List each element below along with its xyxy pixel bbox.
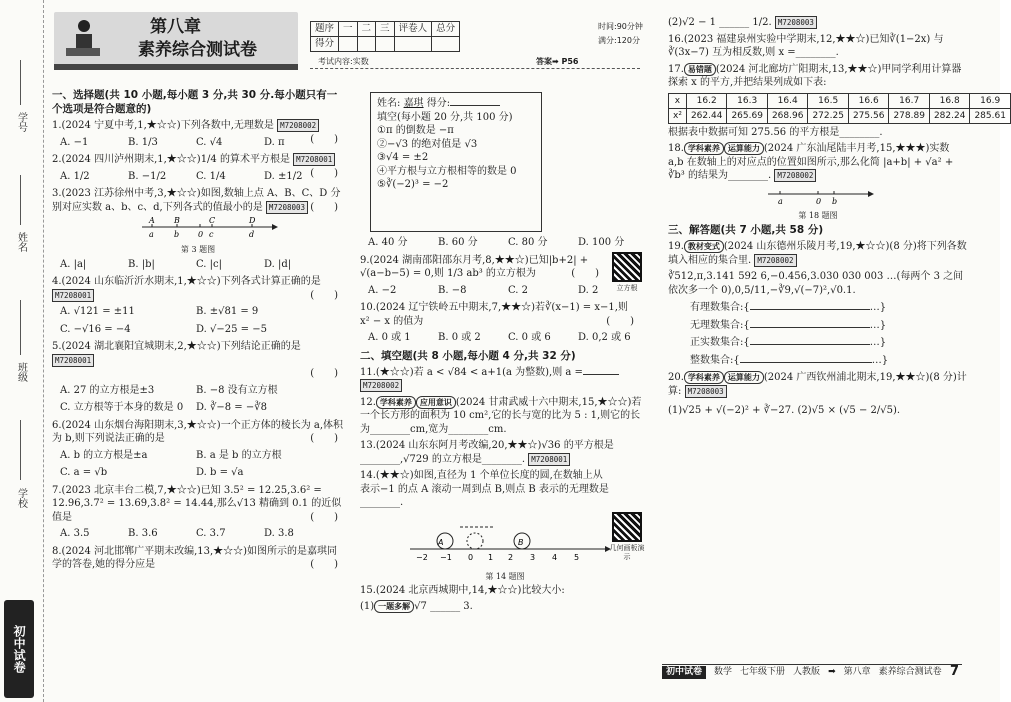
table-cell: 16.7 — [889, 93, 930, 108]
table-cell: 265.69 — [727, 108, 768, 123]
table-cell: 272.25 — [808, 108, 849, 123]
question-16: 16.(2023 福建泉州实验中学期末,12,★★☆)已知∛(1−2x) 与∛(3x−7) 互为相反数,则 x =________. — [668, 33, 944, 58]
qr-code-icon[interactable] — [612, 252, 642, 282]
table-cell: 题序 — [311, 22, 339, 37]
q19-numbers: ∛512,π,3.141 592 6,−0.456,3.030 030 003 …(每两个 3 之间依次多一个 0),0,5/11,−∛9,√(−7)²,√0.1. — [668, 271, 964, 296]
svg-text:3: 3 — [530, 552, 536, 562]
q14-figure-caption: 第 14 题图 — [485, 572, 525, 582]
svg-text:B: B — [174, 216, 180, 226]
svg-text:0: 0 — [816, 196, 822, 206]
q8-options: A. 40 分 B. 60 分 C. 80 分 D. 100 分 — [368, 237, 625, 248]
q10-options: A. 0 或 1 B. 0 或 2 C. 0 或 6 D. 0,2 或 6 — [368, 332, 631, 343]
table-cell: 16.3 — [727, 93, 768, 108]
svg-text:0: 0 — [198, 230, 204, 240]
q5-options: A. 27 的立方根是±3 B. −8 没有立方根 — [60, 384, 278, 396]
svg-text:5: 5 — [574, 552, 580, 562]
table-cell: 275.56 — [848, 108, 889, 123]
table-cell: 16.9 — [970, 93, 1011, 108]
question-4: 4.(2024 山东临沂沂水期末,1,★☆☆)下列各式计算正确的是 M7208001 ( ) — [52, 276, 338, 301]
answer-ref: 答案➡ P56 — [536, 57, 579, 66]
q18-number-line — [668, 186, 968, 206]
gutter-name: 姓名 — [15, 232, 27, 252]
right-column — [668, 16, 1006, 421]
gutter-student-id: 学号 — [15, 112, 27, 132]
question-9: 9.(2024 湖南邵阳邵东月考,8,★★☆)已知|b+2| + √(a−b−5) = 0,则 1/3 ab³ 的立方根为 ( ) — [360, 254, 599, 279]
box-item: ④平方根与立方根相等的数是 0 — [377, 165, 517, 177]
question-15: 15.(2024 北京西城期中,14,★☆☆)比较大小: — [360, 584, 565, 596]
table-cell: x² — [669, 108, 687, 123]
table-cell — [432, 37, 460, 52]
box-item: ②−√3 的绝对值是 √3 — [377, 138, 478, 150]
qr-label: 几何画板演示 — [609, 544, 645, 562]
question-7: 7.(2023 北京丰台二模,7,★☆☆)已知 3.5² = 12.25,3.6² = 12.96,3.7² = 13.69,3.8² = 14.44,那么√13 精确到 0.1 的近似值是 ( ) — [52, 484, 342, 523]
svg-text:B: B — [518, 537, 524, 547]
table-cell — [394, 37, 432, 52]
question-11: 11.(★☆☆)若 a < √84 < a+1(a 为整数),则 a = M7208002 — [360, 366, 650, 393]
q4-options-2: C. −√16 = −4 D. √−25 = −5 — [60, 323, 267, 335]
q4-options: A. √121 = ±11 B. ±√81 = 9 — [60, 306, 259, 318]
svg-text:4: 4 — [552, 552, 558, 562]
question-17-end: 根据表中数据可知 275.56 的平方根是________. — [668, 126, 883, 138]
svg-text:1: 1 — [488, 552, 494, 562]
svg-text:b: b — [832, 196, 838, 206]
svg-text:−1: −1 — [440, 552, 452, 562]
gutter-school: 学校 — [15, 488, 27, 508]
q1-options: A. −1 B. 1/3 C. √4 D. π — [60, 136, 285, 148]
exam-content: 考试内容:实数 — [318, 57, 369, 66]
box-item: ①π 的倒数是 −π — [377, 125, 454, 136]
divider — [20, 300, 21, 355]
question-12: 12. 学科素养 应用意识 (2024 甘肃武威十六中期末,15,★☆☆)若一个长方形的面积为 10 cm²,它的长与宽的比为 5 : 1,则它的长为________cm,宽为________cm. — [360, 396, 642, 435]
set-irrational[interactable]: 无理数集合:{ …} — [690, 319, 887, 331]
x-squared-table — [668, 93, 1011, 124]
svg-text:A: A — [149, 216, 155, 226]
svg-text:−2: −2 — [416, 552, 428, 562]
table-cell: 16.4 — [767, 93, 808, 108]
table-cell — [357, 37, 376, 52]
table-cell: 262.44 — [686, 108, 727, 123]
svg-text:D: D — [249, 216, 256, 226]
svg-text:C: C — [209, 216, 216, 226]
q6-options-2: C. a = √b D. b = √a — [60, 467, 244, 479]
q8-answer-sheet: 姓名: 嘉琪 得分: 填空(每小题 20 分,共 100 分) ①π 的倒数是 −π ②−√3 的绝对值是 √3 ③√4 = ±2 ④平方根与立方根相等的数是 0 ⑤∛(−2)³ = −2 — [370, 92, 542, 232]
set-rational[interactable]: 有理数集合:{ …} — [690, 302, 887, 314]
question-1: 1.(2024 宁夏中考,1,★☆☆)下列各数中,无理数是 M7208002 ( ) — [52, 120, 338, 145]
left-column — [52, 88, 344, 575]
question-2: 2.(2024 四川泸州期末,1,★☆☆)1/4 的算术平方根是 M7208001 ( ) — [52, 154, 338, 179]
svg-text:A: A — [438, 537, 444, 547]
q6-options: A. b 的立方根是±a B. a 是 b 的立方根 — [60, 449, 282, 461]
binding-gutter — [0, 0, 44, 702]
full-score: 满分:120分 — [598, 36, 640, 45]
question-14: 14.(★★☆)如图,直径为 1 个单位长度的圆,在数轴上从表示−1 的点 A 滚动一周到点 B,则点 B 表示的无理数是________. — [360, 470, 609, 509]
time-limit: 时间:90分钟 — [598, 22, 643, 31]
table-cell: 一 — [339, 22, 358, 37]
q3-number-line — [52, 217, 344, 239]
svg-text:0: 0 — [468, 552, 474, 562]
question-13: 13.(2024 山东东阿月考改编,20,★★☆)√36 的平方根是________,√729 的立方根是________. M7208001 — [360, 440, 614, 465]
question-17: 17. 易错题 (2024 河北廊坊广阳期末,13,★★☆)甲同学利用计算器探索 x 的平方,并把结果列成如下表: — [668, 63, 962, 88]
q9-options: A. −2 B. −8 C. 2 D. 2 — [368, 284, 599, 296]
page-number: 7 — [950, 664, 960, 679]
box-instructions: 填空(每小题 20 分,共 100 分) — [377, 111, 513, 123]
arrow-icon: ➡ — [828, 667, 836, 678]
svg-text:c: c — [209, 230, 214, 240]
svg-text:2: 2 — [508, 552, 514, 562]
table-cell — [376, 37, 395, 52]
q7-options: A. 3.5 B. 3.6 C. 3.7 D. 3.8 — [60, 528, 294, 540]
table-cell: 16.8 — [929, 93, 970, 108]
table-cell: 278.89 — [889, 108, 930, 123]
test-title: 素养综合测试卷 — [138, 40, 257, 60]
table-cell: 268.96 — [767, 108, 808, 123]
qr-code-icon[interactable] — [612, 512, 642, 542]
box-item: ⑤∛(−2)³ = −2 — [377, 179, 449, 190]
svg-text:a: a — [778, 196, 783, 206]
svg-text:d: d — [249, 230, 255, 240]
page-footer: 初中试卷 数学 七年级下册 人教版 ➡ 第八章 素养综合测试卷 — [662, 664, 962, 680]
brand-logo: 初中试卷 — [4, 600, 34, 698]
box-item: ③√4 = ±2 — [377, 152, 429, 163]
score-table — [310, 21, 460, 52]
table-cell — [339, 37, 358, 52]
section-2-title: 二、填空题(共 8 小题,每小题 4 分,共 32 分) — [360, 349, 576, 362]
question-19: 19. 教材变式 (2024 山东德州乐陵月考,19,★☆☆)(8 分)将下列各数填入相应的集合里. M7208002 — [668, 241, 967, 266]
divider — [20, 60, 21, 105]
question-18: 18. 学科素养 运算能力 (2024 广东汕尾陆丰月考,15,★★★)实数 a,b 在数轴上的对应点的位置如图所示,那么化简 |a+b| + √a² + ∛b³ 的结果为________. M7208002 — [668, 143, 954, 182]
chapter-number: 第八章 — [150, 17, 201, 37]
section-1-title: 一、选择题(共 10 小题,每小题 3 分,共 30 分.每小题只有一个选项是符合题意的) — [52, 89, 338, 116]
q5-options-2: C. 立方根等于本身的数是 0 D. ∛−8 = −∛8 — [60, 402, 267, 414]
svg-text:a: a — [149, 230, 154, 240]
table-cell: 三 — [376, 22, 395, 37]
table-cell: 16.6 — [848, 93, 889, 108]
chapter-header — [54, 12, 298, 70]
question-6: 6.(2024 山东烟台海阳期末,3,★☆☆)一个正方体的棱长为 a,体积为 b,则下列说法正确的是 ( ) — [52, 419, 344, 445]
question-10: 10.(2024 辽宁铁岭五中期末,7,★★☆)若∛(x−1) = x−1,则 x² − x 的值为 ( ) — [360, 302, 634, 327]
question-8: 8.(2024 河北邯郸广平期末改编,13,★☆☆)如图所示的是嘉琪同学的答卷,她的得分应是 ( ) — [52, 545, 338, 571]
question-5: 5.(2024 湖北襄阳宜城期末,2,★☆☆)下列结论正确的是 M7208001 ( ) — [52, 341, 338, 380]
table-cell: 285.61 — [970, 108, 1011, 123]
table-cell: x — [669, 93, 687, 108]
table-cell: 二 — [357, 22, 376, 37]
divider — [20, 420, 21, 480]
svg-text:b: b — [174, 230, 180, 240]
q20-expressions: (1)√25 + √(−2)² + ∛−27. (2)√5 × (√5 − 2/√5). — [668, 405, 901, 417]
question-20: 20. 学科素养 运算能力 (2024 广西钦州浦北期末,19,★★☆)(8 分)计算: M7208003 — [668, 372, 967, 397]
question-15-part-1: (1) 一题多解 √7 ______ 3. — [360, 601, 473, 613]
q2-options: A. 1/2 B. −1/2 C. 1/4 D. ±1/2 — [60, 170, 303, 182]
question-15-part-2: (2)√2 − 1 ______ 1/2. M7208003 — [668, 16, 968, 30]
table-cell: 总分 — [432, 22, 460, 37]
q18-figure-caption: 第 18 题图 — [798, 211, 838, 221]
set-positive-real[interactable]: 正实数集合:{ …} — [690, 337, 887, 349]
table-cell: 282.24 — [929, 108, 970, 123]
table-cell: 评卷人 — [394, 22, 432, 37]
student-figure-icon — [62, 18, 102, 60]
q3-options: A. |a| B. |b| C. |c| D. |d| — [60, 258, 292, 270]
set-integer[interactable]: 整数集合:{ …} — [690, 354, 889, 366]
q3-figure-caption: 第 3 题图 — [180, 244, 216, 254]
divider — [20, 175, 21, 225]
qr-label: 立方根 — [616, 284, 638, 292]
gutter-class: 班级 — [15, 362, 27, 382]
table-cell: 16.2 — [686, 93, 727, 108]
question-3: 3.(2023 江苏徐州中考,3,★☆☆)如图,数轴上点 A、B、C、D 分别对应实数 a、b、c、d,下列各式的值最小的是 M7208003 ( ) — [52, 188, 341, 213]
table-cell: 得分 — [311, 37, 339, 52]
table-cell: 16.5 — [808, 93, 849, 108]
section-3-title: 三、解答题(共 7 小题,共 58 分) — [668, 224, 824, 237]
